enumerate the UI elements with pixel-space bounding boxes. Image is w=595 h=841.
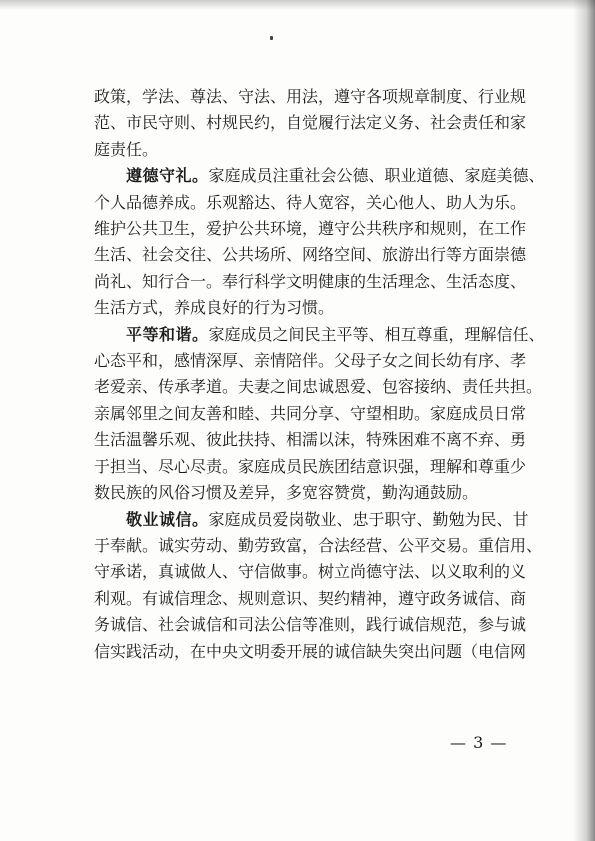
text-run: 家庭成员之间民主平等、相互尊重，理解信任、	[208, 324, 545, 344]
text-line: 尚礼、知行合一。奉行科学文明健康的生活理念、生活态度、	[94, 271, 527, 291]
section-heading: 遵德守礼。	[126, 166, 209, 186]
text-line: 政策，学法、尊法、守法、用法，遵守各项规章制度、行业规	[94, 87, 527, 106]
scan-speck	[270, 36, 273, 40]
text-line: 维护公共卫生，爱护公共环境，遵守公共秩序和规则，在工作	[94, 219, 527, 239]
text-line: 于担当、尽心尽责。家庭成员民族团结意识强，理解和尊重少	[94, 456, 527, 476]
paragraph-morality	[94, 163, 545, 321]
text-run: 家庭成员爱岗敬业、忠于职守、勤勉为民、甘	[208, 509, 529, 529]
paragraph-law	[94, 84, 527, 163]
text-line: 个人品德养成。乐观豁达、待人宽容，关心他人、助人为乐。	[94, 192, 527, 212]
body-text	[94, 84, 545, 665]
text-line	[94, 163, 545, 189]
text-line: 务诚信、社会诚信和司法公信等准则，践行诚信规范，参与诚	[94, 615, 527, 635]
text-line: 于奉献。诚实劳动、勤劳致富，合法经营、公平交易。重信用、	[94, 535, 543, 555]
text-line: 范、市民守则、村规民约，自觉履行法定义务、社会责任和家	[94, 113, 527, 133]
text-line	[94, 507, 529, 533]
paragraph-harmony	[94, 322, 545, 507]
text-line: 利观。有诚信理念、规则意识、契约精神，遵守政务诚信、商	[94, 588, 527, 608]
text-line: 信实践活动，在中央文明委开展的诚信缺失突出问题（电信网	[94, 641, 527, 661]
paragraph-integrity	[94, 507, 543, 665]
text-line	[94, 322, 545, 348]
text-line: 庭责任。	[94, 139, 159, 159]
text-run: 家庭成员注重社会公德、职业道德、家庭美德、	[208, 166, 545, 186]
text-line: 生活方式，养成良好的行为习惯。	[94, 298, 335, 318]
page-number: — 3 —	[450, 733, 508, 752]
text-line: 亲属邻里之间友善和睦、共同分享、守望相助。家庭成员日常	[94, 403, 527, 423]
text-line: 老爱亲、传承孝道。夫妻之间忠诚恩爱、包容接纳、责任共担。	[94, 377, 543, 397]
text-line: 数民族的风俗习惯及差异，多宽容赞赏，勤沟通鼓励。	[94, 483, 479, 503]
text-line: 心态平和，感情深厚、亲情陪伴。父母子女之间长幼有序、孝	[94, 351, 527, 371]
scan-shadow-right	[573, 0, 595, 841]
section-heading: 敬业诚信。	[126, 509, 209, 529]
text-line: 生活温馨乐观、彼此扶持、相濡以沫，特殊困难不离不弃、勇	[94, 430, 527, 450]
text-line: 生活、社会交往、公共场所、网络空间、旅游出行等方面崇德	[94, 245, 527, 265]
text-line: 守承诺，真诚做人、守信做事。树立尚德守法、以义取利的义	[94, 562, 527, 582]
scan-shadow-top	[0, 0, 595, 10]
section-heading: 平等和谐。	[126, 324, 209, 344]
